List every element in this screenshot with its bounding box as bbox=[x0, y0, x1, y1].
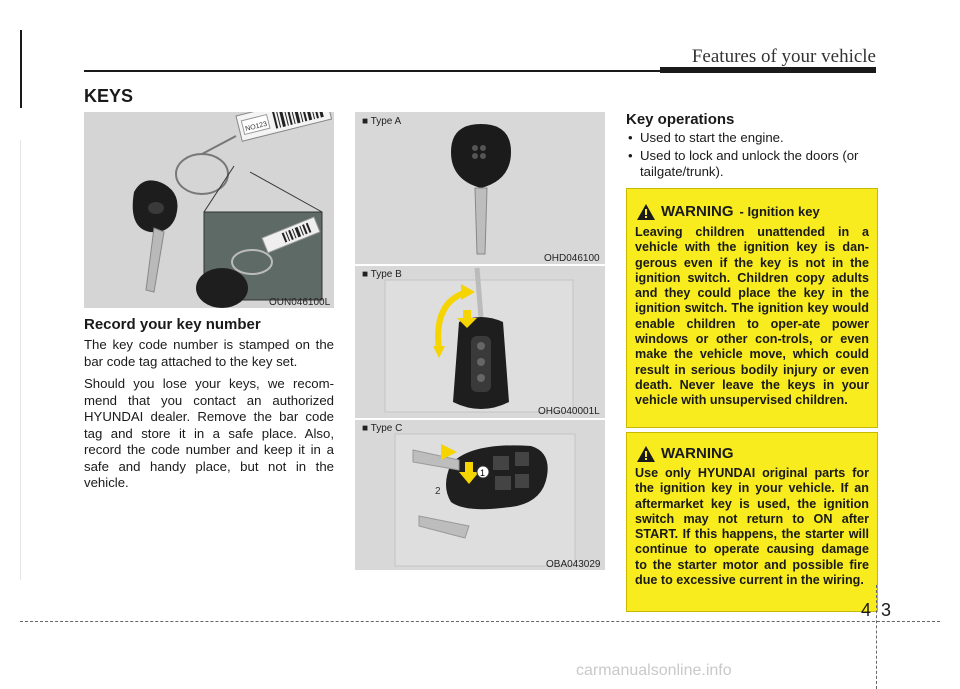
image-code: OUN046100L bbox=[269, 297, 331, 308]
footer-rule bbox=[20, 621, 940, 622]
warning-title bbox=[637, 445, 734, 462]
paragraph: Should you lose your keys, we recom-mend that you contact an authorized HYUNDAI dealer. Remove the bar code tag and store it in a safe place. Also, record the code number and keep it in a safe and handy place, but not in the vehicle. bbox=[84, 376, 334, 490]
type-a-code: OHD046100 bbox=[544, 253, 600, 264]
type-a-label: ■ Type A bbox=[362, 116, 402, 127]
type-c-code: OBA043029 bbox=[546, 559, 601, 570]
key-photo bbox=[84, 112, 334, 308]
list-item: • Used to start the engine. bbox=[626, 130, 878, 146]
type-c-label: ■ Type C bbox=[362, 423, 403, 434]
warning-title bbox=[637, 203, 820, 220]
warning-ignition-key bbox=[626, 188, 878, 428]
warning-original-parts bbox=[626, 432, 878, 612]
section-title: Features of your vehicle bbox=[691, 46, 876, 67]
type-b-label: ■ Type B bbox=[362, 269, 402, 280]
warning-title-text: WARNING bbox=[661, 203, 734, 220]
key-operations-heading: Key operations bbox=[626, 111, 735, 128]
type-c-key-illustration bbox=[355, 420, 605, 570]
warning-body: Use only HYUNDAI original parts for the ignition key in your vehicle. If an aftermarket key is used, the ignition switch may not return to ON after START. If this happens, the starter will continue to operate causing damage to the starter motor and possible fire due to excessive current in the wiring. bbox=[635, 466, 869, 588]
paragraph: The key code number is stamped on the bar code tag attached to the key set. bbox=[84, 337, 334, 369]
type-a-key-illustration bbox=[355, 112, 605, 264]
type-b-code: OHG040001L bbox=[538, 406, 600, 417]
page-heading: KEYS bbox=[84, 86, 134, 106]
warning-icon bbox=[637, 204, 655, 220]
warning-icon bbox=[637, 446, 655, 462]
margin-rule bbox=[20, 30, 22, 108]
type-c-photo bbox=[355, 420, 605, 570]
list-item: • Used to lock and unlock the doors (or tailgate/trunk). bbox=[626, 148, 878, 180]
record-key-heading: Record your key number bbox=[84, 316, 261, 333]
chapter-number: 4 bbox=[861, 600, 872, 620]
svg-text:1: 1 bbox=[480, 468, 486, 478]
record-key-text bbox=[84, 337, 334, 498]
warning-subtitle: - Ignition key bbox=[739, 204, 820, 219]
header-rule-accent bbox=[660, 67, 876, 73]
watermark: carmanualsonline.info bbox=[576, 662, 732, 679]
key-with-barcode-tag-illustration bbox=[84, 112, 334, 308]
page-number: 3 bbox=[881, 600, 892, 620]
type-a-photo bbox=[355, 112, 605, 264]
type-b-photo bbox=[355, 266, 605, 418]
margin-guide bbox=[20, 140, 21, 580]
warning-body: Leaving children unattended in a vehicle with the ignition key is dan-gerous even if the key is not in the ignition switch. Children copy adults and they could place the key in the ignition switch. The ignition key would enable children to oper-ate power windows or other con-trols, or even make the vehicle move, which could result in serious bodily injury or even death. Never leave the keys in your vehicle with unsupervised children. bbox=[635, 225, 869, 408]
key-operations-list bbox=[626, 130, 878, 182]
svg-text:NO123: NO123 bbox=[244, 120, 268, 133]
footer-page-divider bbox=[876, 585, 877, 689]
svg-text:2: 2 bbox=[435, 486, 441, 497]
type-b-key-illustration bbox=[355, 266, 605, 418]
warning-title-text: WARNING bbox=[661, 445, 734, 462]
